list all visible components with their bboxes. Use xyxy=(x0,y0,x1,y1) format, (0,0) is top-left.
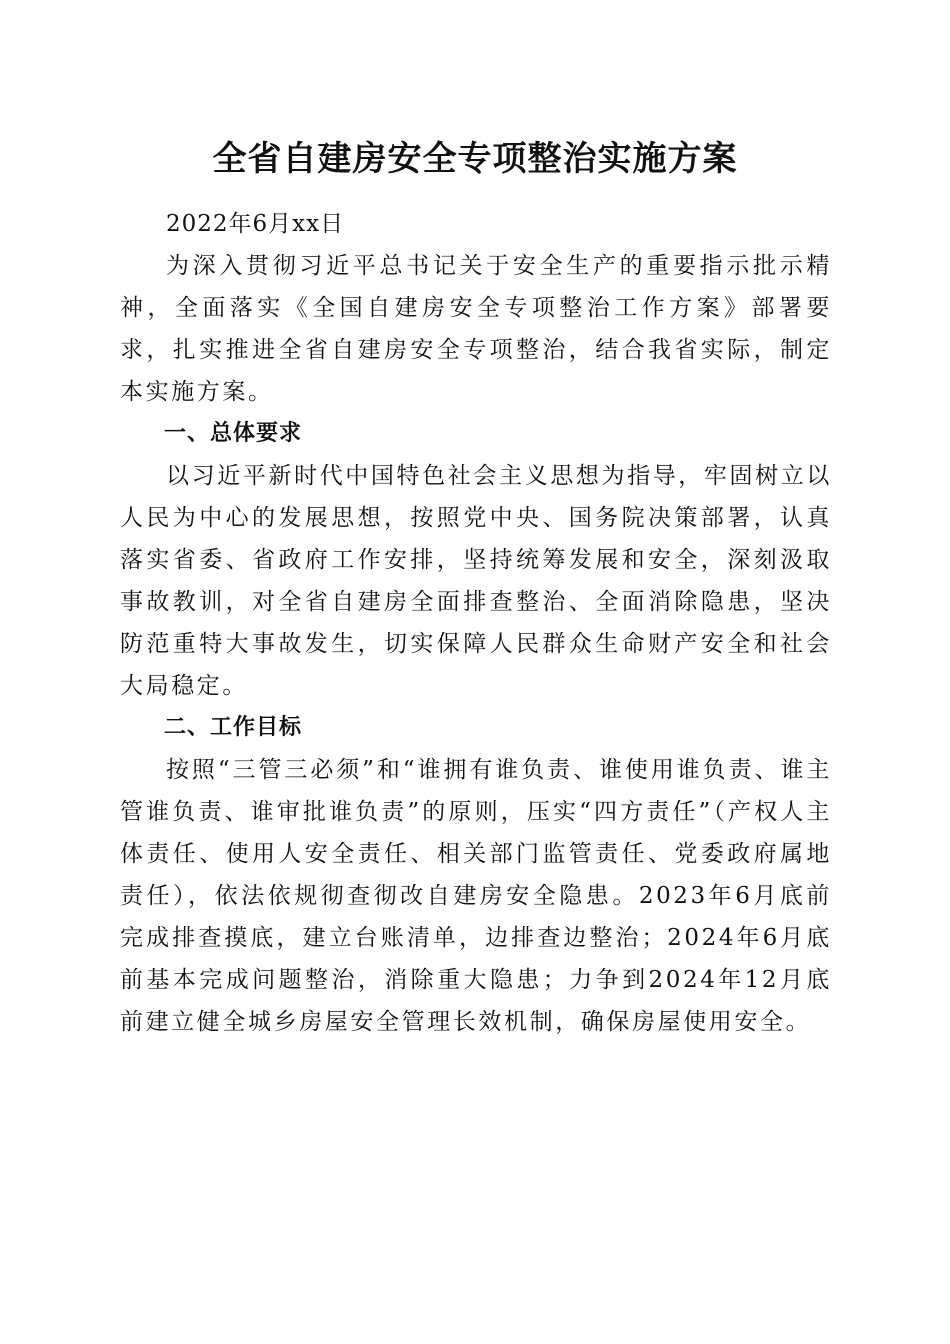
document-body xyxy=(120,203,832,1043)
section-heading-work-goals: 二、工作目标 xyxy=(164,715,303,740)
section-body-overall-requirements: 以习近平新时代中国特色社会主义思想为指导，牢固树立以人民为中心的发展思想，按照党中央、国务院决策部署，认真落实省委、省政府工作安排，坚持统筹发展和安全，深刻汲取事故教训，对全省自建房全面排查整治、全面消除隐患，坚决防范重特大事故发生，切实保障人民群众生命财产安全和社会大局稳定。 xyxy=(120,463,832,699)
section-heading-overall-requirements: 一、总体要求 xyxy=(164,421,303,446)
section-body-work-goals: 按照“三管三必须”和“谁拥有谁负责、谁使用谁负责、谁主管谁负责、谁审批谁负责”的原则，压实“四方责任”（产权人主体责任、使用人安全责任、相关部门监管责任、党委政府属地责任），依法依规彻查彻改自建房安全隐患。2023年6月底前完成排查摸底，建立台账清单，边排查边整治；2024年6月底前基本完成问题整治，消除重大隐患；力争到2024年12月底前建立健全城乡房屋安全管理长效机制，确保房屋使用安全。 xyxy=(120,757,832,1035)
intro-paragraph: 为深入贯彻习近平总书记关于安全生产的重要指示批示精神，全面落实《全国自建房安全专项整治工作方案》部署要求，扎实推进全省自建房安全专项整治，结合我省实际，制定本实施方案。 xyxy=(120,253,832,405)
document-date: 2022年6月xx日 xyxy=(166,211,345,237)
document-title: 全省自建房安全专项整治实施方案 xyxy=(212,139,738,179)
